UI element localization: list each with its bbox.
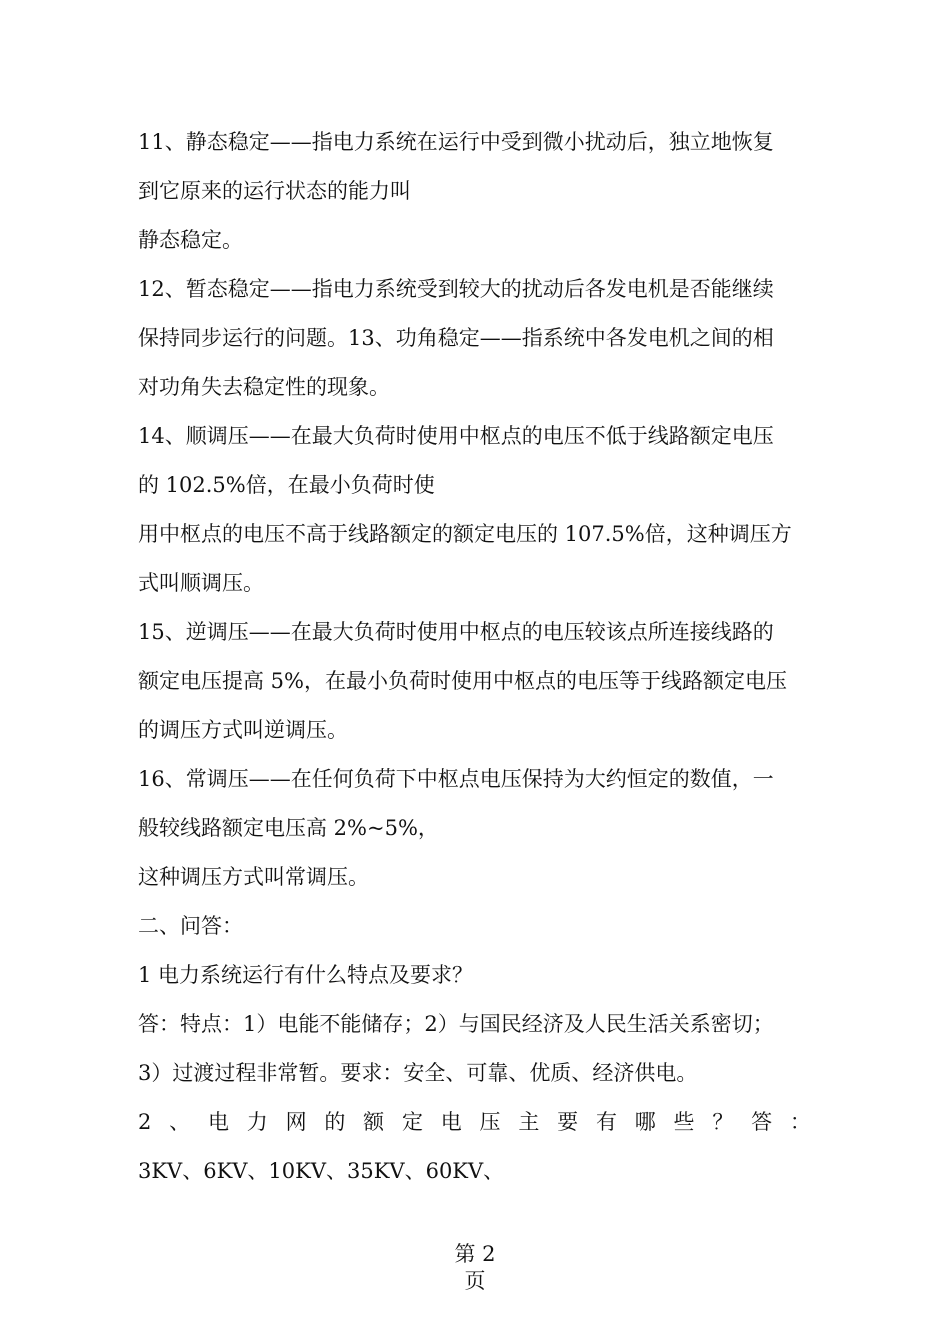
spaced-char: 要 bbox=[557, 1110, 579, 1134]
text-line: 对功角失去稳定性的现象。 bbox=[138, 375, 390, 399]
question-line: 1 电力系统运行有什么特点及要求？ bbox=[138, 963, 474, 987]
spaced-char: 压 bbox=[479, 1110, 501, 1134]
text-line: 到它原来的运行状态的能力叫 bbox=[138, 179, 411, 203]
text-line: 用中枢点的电压不高于线路额定的额定电压的 107.5%倍，这种调压方 bbox=[138, 522, 792, 546]
spaced-char: 有 bbox=[595, 1110, 617, 1134]
spaced-char: 定 bbox=[401, 1110, 423, 1134]
page-number: 第 2 bbox=[454, 1242, 496, 1266]
text-line: 11、静态稳定——指电力系统在运行中受到微小扰动后，独立地恢复 bbox=[138, 130, 774, 154]
spaced-char: 答 bbox=[751, 1110, 773, 1134]
text-line: 式叫顺调压。 bbox=[138, 571, 264, 595]
spaced-char: 主 bbox=[518, 1110, 540, 1134]
spaced-char: ？ bbox=[712, 1110, 734, 1134]
spaced-char: 些 bbox=[673, 1110, 695, 1134]
text-line: 15、逆调压——在最大负荷时使用中枢点的电压较该点所连接线路的 bbox=[138, 620, 774, 644]
text-line: 这种调压方式叫常调压。 bbox=[138, 865, 369, 889]
text-line: 静态稳定。 bbox=[138, 228, 243, 252]
spaced-char: 的 bbox=[324, 1110, 346, 1134]
text-line: 的 102.5%倍，在最小负荷时使 bbox=[138, 473, 435, 497]
section-heading: 二、问答： bbox=[138, 914, 243, 938]
text-line: 般较线路额定电压高 2%~5%， bbox=[138, 816, 439, 840]
text-line: 保持同步运行的问题。13、功角稳定——指系统中各发电机之间的相 bbox=[138, 326, 774, 350]
text-line: 16、常调压——在任何负荷下中枢点电压保持为大约恒定的数值，一 bbox=[138, 767, 774, 791]
spaced-char: 网 bbox=[285, 1110, 307, 1134]
spaced-char: 电 bbox=[440, 1110, 462, 1134]
text-line: 14、顺调压——在最大负荷时使用中枢点的电压不低于线路额定电压 bbox=[138, 424, 774, 448]
spaced-char: 、 bbox=[169, 1110, 191, 1134]
text-line: 的调压方式叫逆调压。 bbox=[138, 718, 348, 742]
spaced-char: ： bbox=[789, 1110, 811, 1134]
spaced-char: 哪 bbox=[634, 1110, 656, 1134]
document-body bbox=[138, 118, 811, 1196]
answer-line: 3）过渡过程非常暂。要求：安全、可靠、优质、经济供电。 bbox=[138, 1061, 698, 1085]
answer-line: 答：特点：1）电能不能储存；2）与国民经济及人民生活关系密切； bbox=[138, 1012, 774, 1036]
page-number-suffix: 页 bbox=[464, 1269, 486, 1293]
spaced-char: 力 bbox=[246, 1110, 268, 1134]
spaced-char: 2 bbox=[138, 1110, 152, 1134]
spaced-char: 额 bbox=[363, 1110, 385, 1134]
text-line: 12、暂态稳定——指电力系统受到较大的扰动后各发电机是否能继续 bbox=[138, 277, 774, 301]
text-line: 额定电压提高 5%，在最小负荷时使用中枢点的电压等于线路额定电压 bbox=[138, 669, 787, 693]
question-line-spaced bbox=[138, 1098, 811, 1147]
spaced-char: 电 bbox=[207, 1110, 229, 1134]
answer-line: 3KV、6KV、10KV、35KV、60KV、 bbox=[138, 1159, 505, 1183]
